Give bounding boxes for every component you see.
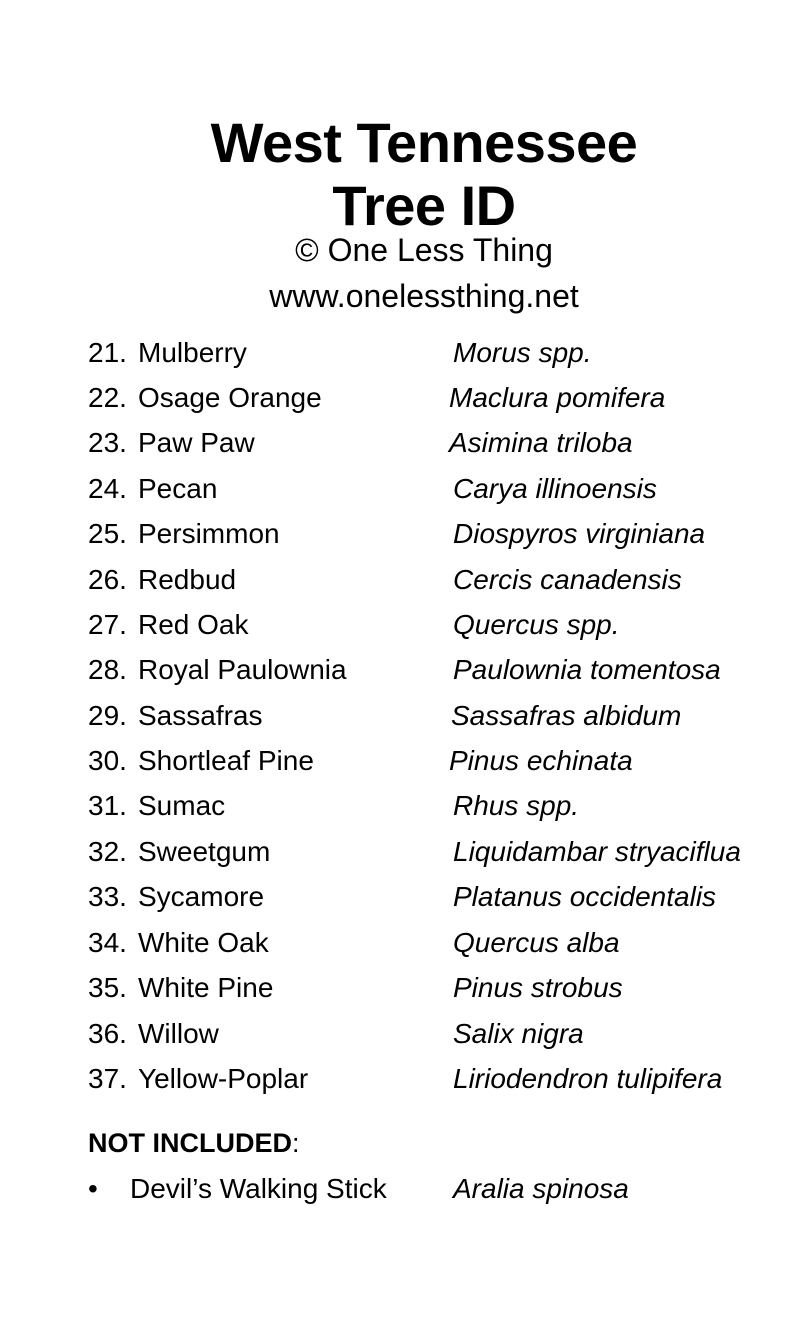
tree-number: 29.	[88, 700, 127, 731]
tree-list-item	[0, 1014, 800, 1054]
scientific-name: Liquidambar stryaciflua	[453, 836, 741, 867]
common-name: Red Oak	[138, 609, 249, 640]
tree-number: 22.	[88, 382, 127, 413]
not-included-heading	[88, 1123, 300, 1163]
tree-list-item	[0, 696, 800, 736]
tree-list-item	[0, 877, 800, 917]
tree-list-item	[0, 560, 800, 600]
common-name: Royal Paulownia	[138, 654, 347, 685]
common-name: Mulberry	[138, 337, 247, 368]
tree-list-item	[0, 786, 800, 826]
scientific-name: Quercus spp.	[453, 609, 620, 640]
tree-list-item	[0, 923, 800, 963]
bullet-icon: •	[88, 1173, 98, 1204]
title-line-2: Tree ID	[332, 174, 516, 237]
tree-list-item	[0, 423, 800, 463]
common-name: Sassafras	[138, 700, 263, 731]
scientific-name: Rhus spp.	[453, 790, 580, 821]
common-name: Devil’s Walking Stick	[130, 1173, 387, 1204]
scientific-name: Sassafras albidum	[451, 700, 682, 731]
not-included-item	[0, 1169, 800, 1209]
tree-number: 37.	[88, 1063, 127, 1094]
tree-number: 26.	[88, 564, 127, 595]
tree-number: 31.	[88, 790, 127, 821]
tree-list-item	[0, 378, 800, 418]
tree-number: 35.	[88, 972, 127, 1003]
tree-list-item	[0, 832, 800, 872]
tree-number: 23.	[88, 427, 127, 458]
tree-list-item	[0, 968, 800, 1008]
common-name: Sweetgum	[138, 836, 271, 867]
scientific-name: Asimina triloba	[449, 427, 633, 458]
title-line-1: West Tennessee	[210, 111, 638, 174]
scientific-name: Quercus alba	[453, 927, 620, 958]
scientific-name: Morus spp.	[453, 337, 592, 368]
scientific-name: Pinus echinata	[449, 745, 633, 776]
common-name: Yellow-Poplar	[138, 1063, 309, 1094]
not-included-colon: :	[292, 1128, 300, 1158]
tree-list-item	[0, 1059, 800, 1099]
scientific-name: Cercis canadensis	[453, 564, 682, 595]
scientific-name: Paulownia tomentosa	[453, 654, 721, 685]
common-name: White Pine	[138, 972, 274, 1003]
scientific-name: Maclura pomifera	[449, 382, 666, 413]
common-name: Osage Orange	[138, 382, 322, 413]
tree-number: 28.	[88, 654, 127, 685]
tree-number: 34.	[88, 927, 127, 958]
scientific-name: Aralia spinosa	[453, 1173, 629, 1204]
tree-list-item	[0, 469, 800, 509]
tree-number: 21.	[88, 337, 127, 368]
tree-number: 25.	[88, 518, 127, 549]
common-name: Sumac	[138, 790, 226, 821]
scientific-name: Liriodendron tulipifera	[453, 1063, 723, 1094]
scientific-name: Platanus occidentalis	[453, 881, 717, 912]
copyright-line: © One Less Thing	[295, 232, 553, 268]
common-name: Paw Paw	[138, 427, 255, 458]
common-name: Redbud	[138, 564, 237, 595]
common-name: Persimmon	[138, 518, 280, 549]
common-name: Sycamore	[138, 881, 265, 912]
common-name: Willow	[138, 1018, 219, 1049]
website-url: www.onelessthing.net	[269, 278, 579, 314]
tree-list-item	[0, 514, 800, 554]
tree-list-item	[0, 650, 800, 690]
common-name: Pecan	[138, 473, 218, 504]
tree-number: 27.	[88, 609, 127, 640]
tree-list-item	[0, 605, 800, 645]
common-name: White Oak	[138, 927, 269, 958]
tree-number: 32.	[88, 836, 127, 867]
tree-list-item	[0, 333, 800, 373]
scientific-name: Diospyros virginiana	[453, 518, 706, 549]
tree-number: 24.	[88, 473, 127, 504]
common-name: Shortleaf Pine	[138, 745, 314, 776]
tree-list-item	[0, 741, 800, 781]
tree-number: 33.	[88, 881, 127, 912]
scientific-name: Pinus strobus	[453, 972, 623, 1003]
tree-number: 36.	[88, 1018, 127, 1049]
not-included-label: NOT INCLUDED	[88, 1128, 292, 1158]
tree-number: 30.	[88, 745, 127, 776]
scientific-name: Salix nigra	[453, 1018, 584, 1049]
scientific-name: Carya illinoensis	[453, 473, 657, 504]
